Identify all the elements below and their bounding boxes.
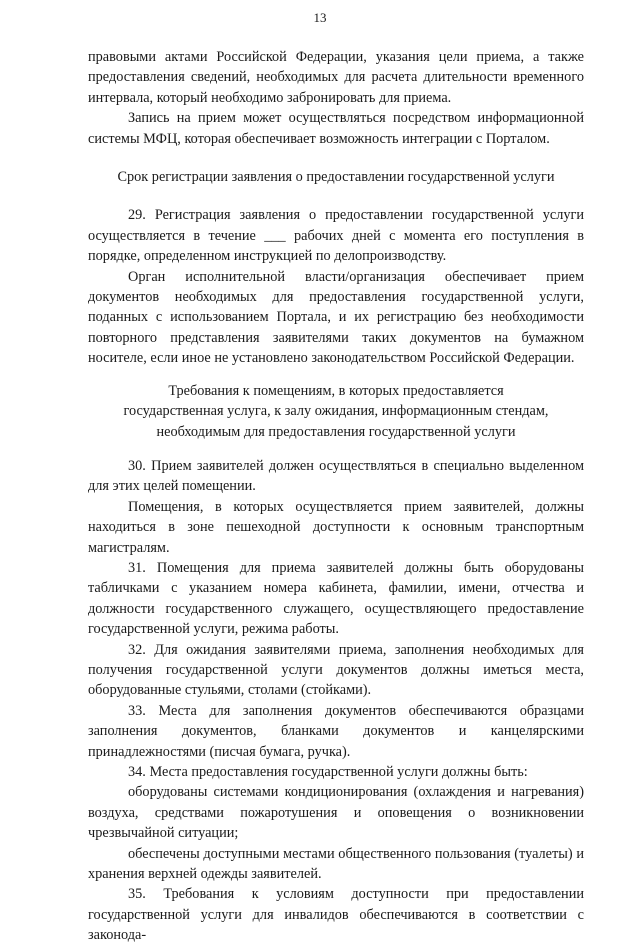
heading-line: государственная услуга, к залу ожидания, информационным стендам, [123,403,549,420]
heading-line: Требования к помещениям, в которых предоставляется [168,382,504,399]
page-number: 13 [313,10,327,25]
paragraph-appointment-mfc: Запись на прием может осуществляться посредством информационной системы МФЦ, которая обеспечивает возможность интеграции с Порталом. [88,110,584,147]
list-item-facilities: обеспечены доступными местами общественного пользования (туалеты) и хранения верхней одежды заявителей. [88,845,584,883]
paragraph-34: 34. Места предоставления государственной услуги должны быть: [128,764,528,780]
heading-line: необходимым для предоставления государственной услуги [156,423,516,440]
paragraph-32: 32. Для ожидания заявителями приема, заполнения необходимых для получения государственной услуги документов должны иметься места, оборудованные стульями, столами (стойками). [88,641,584,699]
section-heading-premises [88,381,584,442]
paragraph-33: 33. Места для заполнения документов обеспечиваются образцами заполнения документов, бланками документов и канцелярскими принадлежностями (писчая бумага, ручка). [88,702,584,760]
section-heading-registration-term: Срок регистрации заявления о предоставлении государственной услуги [117,169,555,186]
paragraph-29: 29. Регистрация заявления о предоставлении государственной услуги осуществляется в течение ___ рабочих дней с момента его поступления в порядке, определенном инструкцией по делопроизводству. [88,207,584,265]
list-item-conditioning: оборудованы системами кондиционирования (охлаждения и нагревания) воздуха, средствами пожаротушения и оповещения о возникновении чрезвычайной ситуации; [88,784,584,842]
paragraph-continuation: правовыми актами Российской Федерации, указания цели приема, а также предоставления сведений, необходимых для расчета длительности временного интервала, который необходимо забронировать для приема. [88,49,584,106]
document-body [88,47,584,946]
paragraph-30: 30. Прием заявителей должен осуществляться в специально выделенном для этих целей помещении. [88,457,584,495]
paragraph-premises-location: Помещения, в которых осуществляется прием заявителей, должны находиться в зоне пешеходной доступности к основным транспортным магистралям. [88,498,584,556]
paragraph-35: 35. Требования к условиям доступности при предоставлении государственной услуги для инвалидов обеспечиваются в соответствии с законода- [88,886,584,944]
paragraph-portal-registration: Орган исполнительной власти/организация обеспечивает прием документов необходимых для предоставления государственной услуги, поданных с использованием Портала, и их регистрацию без необходимости повторного представления заявителями таких документов на бумажном носителе, если иное не установлено законодательством Российской Федерации. [88,268,584,367]
paragraph-31: 31. Помещения для приема заявителей должны быть оборудованы табличками с указанием номера кабинета, фамилии, имени, отчества и должности государственного служащего, осуществляющего предоставление государственной услуги, режима работы. [88,559,584,638]
